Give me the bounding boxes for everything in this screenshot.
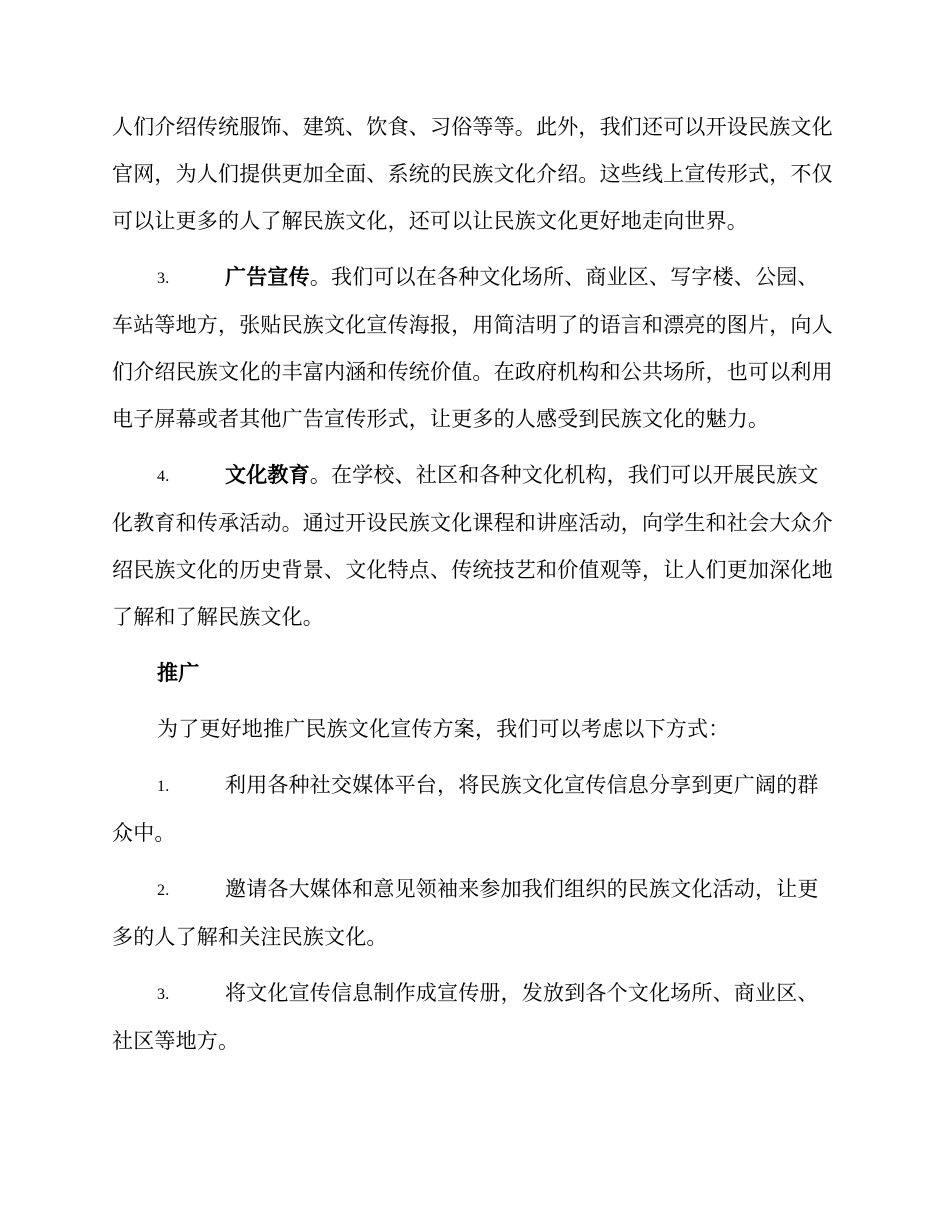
list-item-text: 将文化宣传信息制作成宣传册，发放到各个文化场所、商业区、社区等地方。: [112, 981, 819, 1053]
list-item-text: 利用各种社交媒体平台，将民族文化宣传信息分享到更广阔的群众中。: [112, 773, 819, 845]
list-item-text: 邀请各大媒体和意见领袖来参加我们组织的民族文化活动，让更多的人了解和关注民族文化。: [112, 877, 819, 949]
list-number: 4.: [157, 468, 170, 485]
list-item-term: 文化教育: [225, 463, 310, 487]
list-item-text: 。在学校、社区和各种文化机构，我们可以开展民族文化教育和传承活动。通过开设民族文化课程和讲座活动，向学生和社会大众介绍民族文化的历史背景、文化特点、传统技艺和价值观等，让人们更加深化地了解和了解民族文化。: [112, 463, 833, 629]
list-item-education: [112, 452, 836, 641]
list-number: 2.: [157, 882, 170, 899]
list-number: 1.: [157, 778, 170, 795]
continued-paragraph: 人们介绍传统服饰、建筑、饮食、习俗等等。此外，我们还可以开设民族文化官网，为人们提供更加全面、系统的民族文化介绍。这些线上宣传形式，不仅可以让更多的人了解民族文化，还可以让民族文化更好地走向世界。: [112, 115, 833, 233]
list-number: 3.: [157, 986, 170, 1003]
list-item-text: 。我们可以在各种文化场所、商业区、写字楼、公园、车站等地方，张贴民族文化宣传海报，用简洁明了的语言和漂亮的图片，向人们介绍民族文化的丰富内涵和传统价值。在政府机构和公共场所，也可以利用电子屏幕或者其他广告宣传形式，让更多的人感受到民族文化的魅力。: [112, 265, 833, 431]
list-item-advertising: [112, 254, 836, 443]
list-number: 3.: [157, 270, 170, 287]
list-item-brochure: [112, 970, 836, 1065]
list-item-term: 广告宣传: [225, 265, 310, 289]
section-heading: 推广: [157, 661, 200, 685]
document-page: [112, 104, 836, 1065]
list-item-social-media: [112, 762, 836, 857]
list-item-media-invite: [112, 866, 836, 961]
section-intro: 为了更好地推广民族文化宣传方案，我们可以考虑以下方式：: [157, 717, 730, 741]
